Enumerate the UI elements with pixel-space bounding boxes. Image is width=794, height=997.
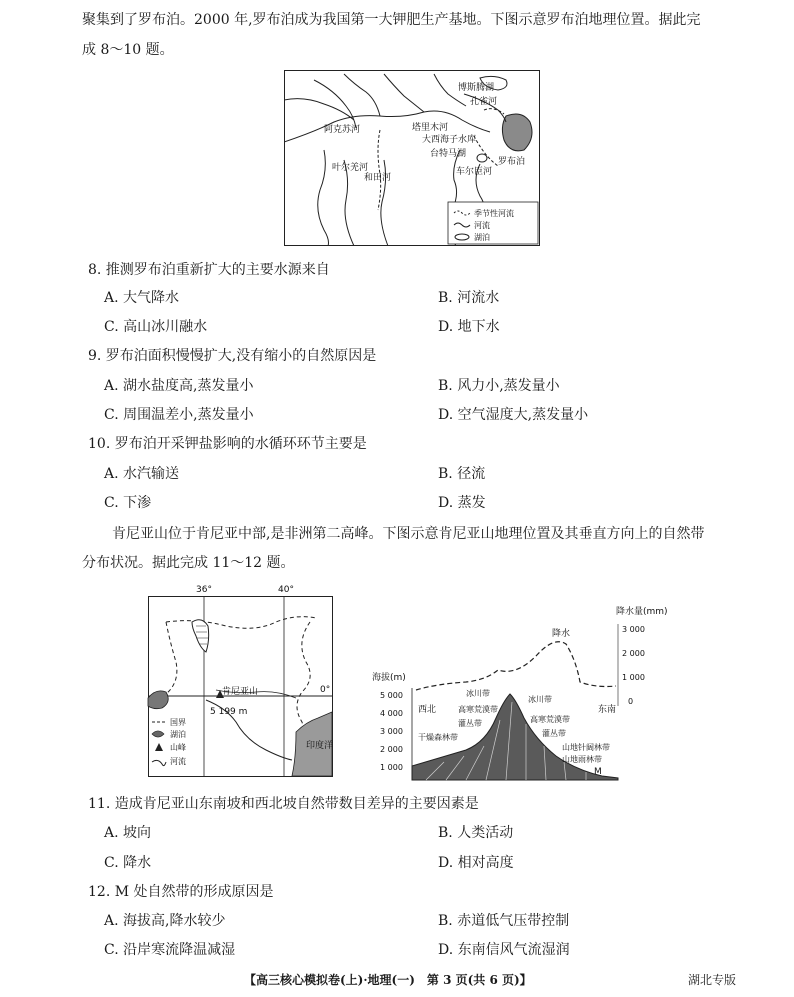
q9-option-b: B. 风力小,蒸发量小 xyxy=(438,378,560,394)
precip-tick-2000: 2 000 xyxy=(622,649,645,658)
lopnur-map xyxy=(284,70,540,246)
map1-label-yarkand: 叶尔羌河 xyxy=(332,163,369,173)
q9-option-a: A. 湖水盐度高,蒸发量小 xyxy=(104,378,254,394)
q12-option-d: D. 东南信风气流湿润 xyxy=(438,942,570,958)
q12-option-b: B. 赤道低气压带控制 xyxy=(438,913,570,929)
map1-label-hotan: 和田河 xyxy=(364,173,392,183)
profile-shrub-se: 灌丛带 xyxy=(542,729,566,738)
intro1-line2: 成 8～10 题。 xyxy=(82,42,174,58)
intro1-line1: 聚集到了罗布泊。2000 年,罗布泊成为我国第一大钾肥生产基地。下图示意罗布泊地理位置。据此完 xyxy=(82,12,701,28)
profile-glacier1: 冰川带 xyxy=(466,689,490,698)
q11-option-a: A. 坡向 xyxy=(104,825,152,841)
map2-legend-lake: 湖泊 xyxy=(170,730,186,739)
q8-option-b: B. 河流水 xyxy=(438,290,500,306)
profile-precip-title: 降水量(mm) xyxy=(616,607,668,617)
q11-stem: 11. 造成肯尼亚山东南坡和西北坡自然带数目差异的主要因素是 xyxy=(88,796,479,812)
map1-label-taitema: 台特马湖 xyxy=(430,149,467,159)
q12-stem: 12. M 处自然带的形成原因是 xyxy=(88,884,274,900)
map1-label-bosten: 博斯腾湖 xyxy=(458,83,495,93)
q12-option-a: A. 海拔高,降水较少 xyxy=(104,913,226,929)
map2-legend-border: 国界 xyxy=(170,718,186,727)
map1-label-tarim: 塔里木河 xyxy=(412,123,449,133)
profile-desert-nw: 高寒荒漠带 xyxy=(458,705,498,714)
alt-tick-5000: 5 000 xyxy=(380,691,403,700)
footer-page-info: 【高三核心模拟卷(上)·地理(一) 第 3 页(共 6 页)】 xyxy=(244,973,532,987)
q8-option-a: A. 大气降水 xyxy=(104,290,180,306)
profile-glacier2: 冰川带 xyxy=(528,695,552,704)
q10-option-c: C. 下渗 xyxy=(104,495,152,511)
intro2-line1: 肯尼亚山位于肯尼亚中部,是非洲第二高峰。下图示意肯尼亚山地理位置及其垂直方向上的自然带 xyxy=(112,526,705,542)
map2-lon2: 40° xyxy=(278,585,294,595)
profile-m: M xyxy=(594,767,602,777)
kenya-map xyxy=(146,582,336,780)
q10-stem: 10. 罗布泊开采钾盐影响的水循环环节主要是 xyxy=(88,436,367,452)
map2-legend-peak: 山峰 xyxy=(170,743,186,752)
alt-tick-4000: 4 000 xyxy=(380,709,403,718)
q9-option-c: C. 周围温差小,蒸发量小 xyxy=(104,407,254,423)
map1-label-lopnur: 罗布泊 xyxy=(498,157,526,167)
map1-label-daxihaizi: 大西海子水库 xyxy=(422,135,477,145)
q10-option-a: A. 水汽输送 xyxy=(104,466,180,482)
q8-option-d: D. 地下水 xyxy=(438,319,500,335)
map1-legend xyxy=(448,202,538,244)
profile-precip-label: 降水 xyxy=(552,629,571,639)
lopnur-lake-shape xyxy=(502,114,532,151)
kenya-profile xyxy=(366,600,692,782)
precip-tick-1000: 1 000 xyxy=(622,673,645,682)
q9-option-d: D. 空气湿度大,蒸发量小 xyxy=(438,407,589,423)
profile-nw: 西北 xyxy=(418,705,437,715)
profile-se: 东南 xyxy=(598,705,617,715)
alt-tick-2000: 2 000 xyxy=(380,745,403,754)
footer-edition: 湖北专版 xyxy=(688,973,737,987)
legend-river-label: 河流 xyxy=(474,221,490,230)
map2-elev: 5 199 m xyxy=(210,707,248,717)
alt-tick-1000: 1 000 xyxy=(380,763,403,772)
profile-mixed-se: 山地针阔林带 xyxy=(562,743,610,752)
profile-alt-title: 海拔(m) xyxy=(372,673,406,683)
q10-option-d: D. 蒸发 xyxy=(438,495,486,511)
legend-seasonal-label: 季节性河流 xyxy=(474,209,514,218)
precip-tick-3000: 3 000 xyxy=(622,625,645,634)
taitema-lake-shape xyxy=(477,154,487,162)
profile-shrub-nw: 灌丛带 xyxy=(458,719,482,728)
map2-mountain: 肯尼亚山 xyxy=(222,687,259,697)
precip-tick-0: 0 xyxy=(628,697,634,706)
legend-lake-label: 湖泊 xyxy=(474,233,490,242)
q11-option-d: D. 相对高度 xyxy=(438,855,514,871)
map1-label-qarqan: 车尔臣河 xyxy=(456,167,493,177)
map2-ocean: 印度洋 xyxy=(306,741,334,751)
map2-legend-river: 河流 xyxy=(170,757,186,766)
q8-stem: 8. 推测罗布泊重新扩大的主要水源来自 xyxy=(88,262,330,278)
q9-stem: 9. 罗布泊面积慢慢扩大,没有缩小的自然原因是 xyxy=(88,348,377,364)
map2-lat0: 0° xyxy=(320,685,331,695)
profile-desert-se: 高寒荒漠带 xyxy=(530,715,570,724)
profile-forest-nw: 干燥森林带 xyxy=(418,733,458,742)
q11-option-c: C. 降水 xyxy=(104,855,152,871)
q12-option-c: C. 沿岸寒流降温减湿 xyxy=(104,942,236,958)
map1-label-kongque: 孔雀河 xyxy=(470,97,498,107)
map2-lon1: 36° xyxy=(196,585,212,595)
profile-rain-se: 山地雨林带 xyxy=(562,755,602,764)
map1-label-aksu: 阿克苏河 xyxy=(324,125,361,135)
alt-tick-3000: 3 000 xyxy=(380,727,403,736)
q11-option-b: B. 人类活动 xyxy=(438,825,514,841)
intro2-line2: 分布状况。据此完成 11～12 题。 xyxy=(82,555,295,571)
q8-option-c: C. 高山冰川融水 xyxy=(104,319,208,335)
q10-option-b: B. 径流 xyxy=(438,466,486,482)
